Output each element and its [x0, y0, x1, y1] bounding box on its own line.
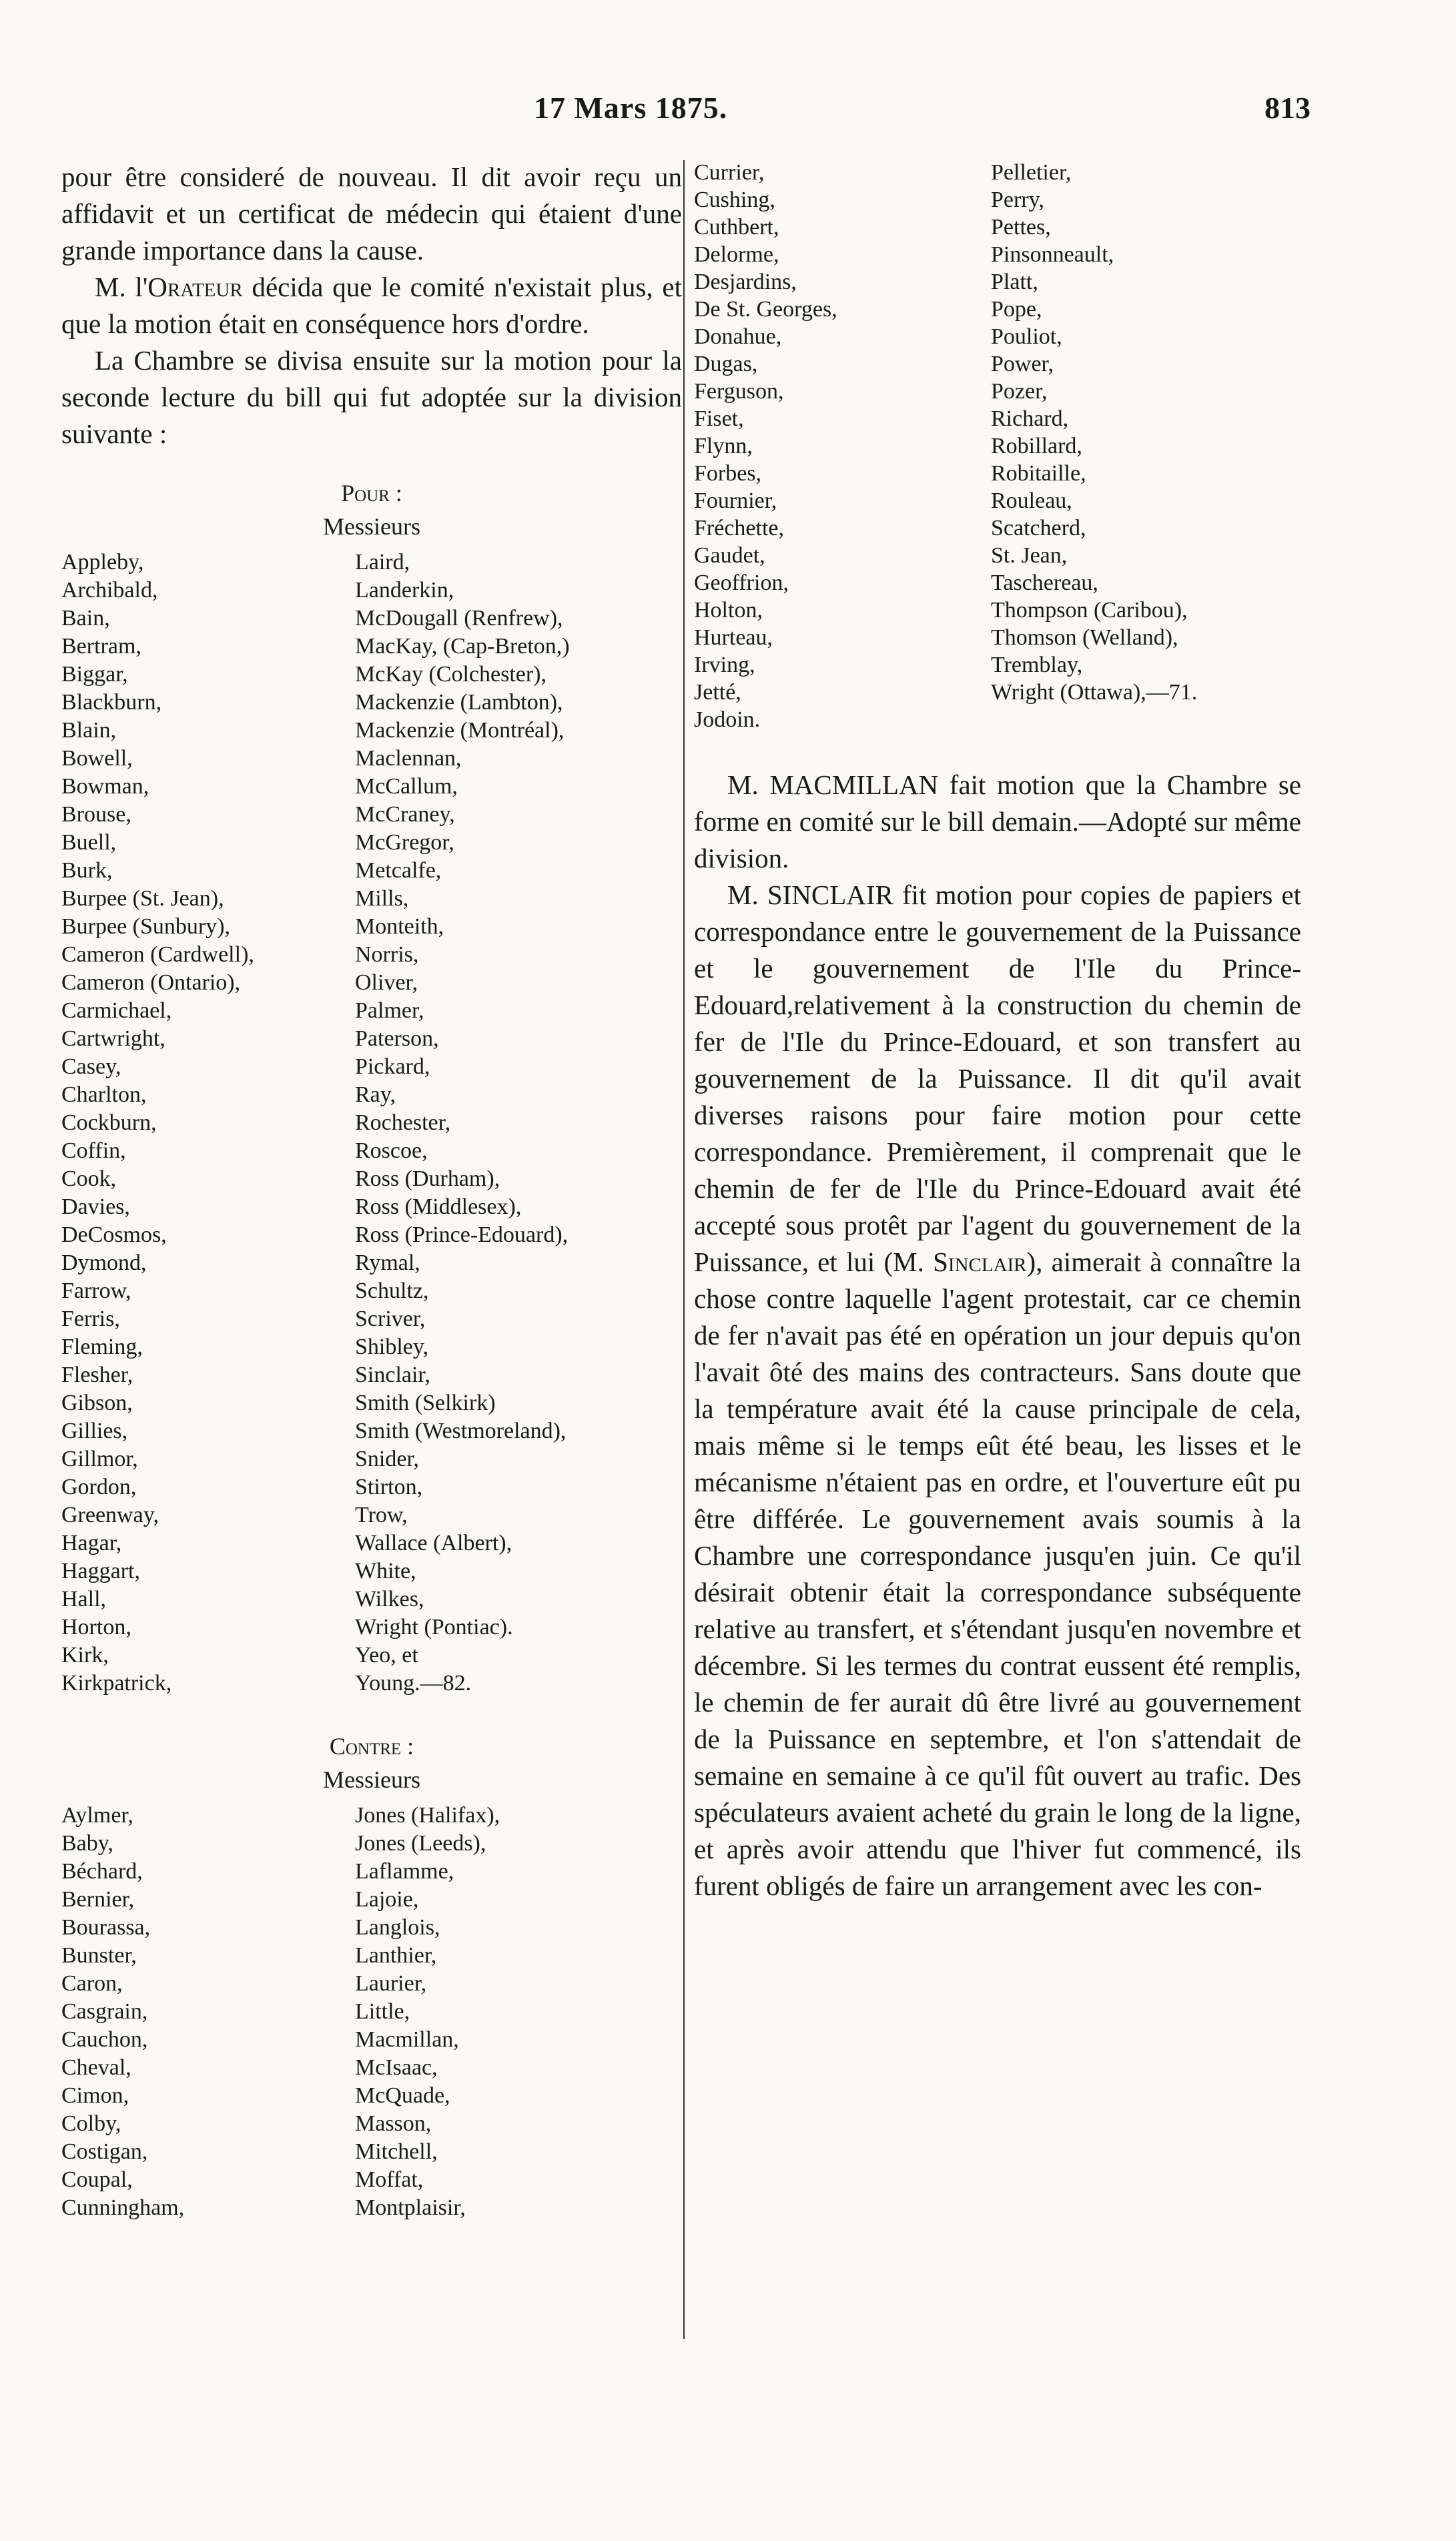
member-name: Lajoie, — [355, 1887, 419, 1912]
member-name: Blackburn, — [61, 690, 162, 715]
member-name — [991, 706, 1301, 733]
member-name: Schultz, — [355, 1279, 429, 1303]
member-name: Sinclair, — [355, 1363, 430, 1387]
member-name: Lanthier, — [355, 1943, 437, 1968]
member-name: Thompson (Caribou), — [991, 598, 1188, 623]
member-name: Laurier, — [355, 1971, 427, 1996]
member-name: DeCosmos, — [61, 1222, 167, 1247]
member-name: Bowell, — [61, 746, 133, 771]
member-name: Wallace (Albert), — [355, 1531, 512, 1555]
member-name: Farrow, — [61, 1279, 131, 1303]
member-name: Paterson, — [355, 1026, 439, 1051]
member-name: Smith (Selkirk) — [355, 1391, 496, 1415]
member-name: Mitchell, — [355, 2139, 438, 2164]
member-name: Power, — [991, 352, 1054, 376]
member-name: Wilkes, — [355, 1587, 424, 1611]
member-name: Ross (Middlesex), — [355, 1194, 522, 1219]
member-name: Cuthbert, — [694, 215, 779, 240]
member-name: Jetté, — [694, 680, 741, 705]
member-name: Maclennan, — [355, 746, 462, 771]
member-name: Ray, — [355, 1082, 396, 1107]
member-name: Landerkin, — [355, 578, 454, 603]
member-name: Laird, — [355, 550, 410, 575]
member-name: Little, — [355, 1999, 410, 2024]
member-name: Masson, — [355, 2111, 432, 2136]
member-name: Baby, — [61, 1831, 114, 1856]
member-name: Biggar, — [61, 662, 128, 687]
member-name: Cimon, — [61, 2083, 129, 2108]
member-name: Gordon, — [61, 1475, 137, 1499]
member-name: De St. Georges, — [694, 297, 837, 322]
member-name: Fiset, — [694, 406, 744, 431]
member-name: Ross (Prince-Edouard), — [355, 1222, 569, 1247]
member-name: Moffat, — [355, 2167, 424, 2192]
member-name: Jodoin. — [694, 707, 761, 732]
member-name: Coupal, — [61, 2167, 133, 2192]
member-name: Brouse, — [61, 802, 131, 827]
paragraph-affidavit: pour être consideré de nouveau. Il dit avoir reçu un affidavit et un certificat de médecin qui étaient d'une grande importance dans la cause. — [61, 161, 682, 266]
member-name: Jones (Leeds), — [355, 1831, 486, 1856]
member-name: Montplaisir, — [355, 2195, 466, 2220]
member-name: Monteith, — [355, 914, 444, 939]
member-name: Delorme, — [694, 242, 779, 267]
member-name: Rouleau, — [991, 488, 1072, 513]
paragraph-division: La Chambre se divisa ensuite sur la motion pour la seconde lecture du bill qui fut adoptée sur la division suivante : — [61, 345, 682, 449]
member-name: Snider, — [355, 1447, 419, 1471]
member-name: Béchard, — [61, 1859, 143, 1884]
member-name: Thomson (Welland), — [991, 625, 1178, 650]
member-name: McKay (Colchester), — [355, 662, 547, 687]
member-name: Ross (Durham), — [355, 1166, 500, 1191]
member-name: McDougall (Renfrew), — [355, 606, 563, 631]
member-name: Laflamme, — [355, 1859, 454, 1884]
member-name: Platt, — [991, 270, 1038, 294]
member-name: Mackenzie (Montréal), — [355, 718, 565, 743]
member-name: Archibald, — [61, 578, 158, 603]
pour-subheading: Messieurs — [323, 513, 420, 540]
member-name: Fleming, — [61, 1335, 143, 1359]
member-name: Donahue, — [694, 324, 782, 349]
member-name: Palmer, — [355, 998, 424, 1023]
member-name: Casgrain, — [61, 1999, 148, 2024]
member-name: Young.—82. — [355, 1671, 472, 1696]
member-name: Kirk, — [61, 1643, 109, 1668]
member-name: Colby, — [61, 2111, 121, 2136]
member-name: Tremblay, — [991, 653, 1083, 677]
member-name: Irving, — [694, 653, 755, 677]
member-name: Taschereau, — [991, 571, 1098, 595]
member-name: Fréchette, — [694, 516, 784, 540]
paragraph-sinclair — [694, 877, 1301, 1904]
member-name: Yeo, et — [355, 1643, 418, 1668]
member-name: Flesher, — [61, 1363, 133, 1387]
contre-heading: Contre : — [329, 1733, 414, 1760]
member-name: McGregor, — [355, 830, 454, 855]
member-name: Gibson, — [61, 1391, 133, 1415]
member-name: Bain, — [61, 606, 110, 631]
pour-names-list — [61, 549, 682, 1698]
para2-b: ), aimerait à connaître la chose contre laquelle l'agent protestait, car ce chemin de fer n'avait pas été en opération un jour depuis qu'on l'avait ôté des mains des contracteurs. Sans doute que la température avait été la cause principale de cela, mais même si le temps eût été beau, les lisses et le mécanisme n'étaient pas en ordre, et l'ouverture eût pu être différée. Le gouvernement avais soumis à la Chambre une correspondance jusqu'en juin. Ce qu'il désirait obtenir était la correspondance subséquente relative au transfert, et s'étendant jusqu'en novembre et décembre. Si les termes du contrat eussent été remplis, le chemin de fer aurait dû être livré au gouvernement de la Puissance en septembre, et l'on s'attendait de semaine en semaine à ce qu'il fût ouvert au trafic. Des spéculateurs avaient acheté du grain le long de la ligne, et après avoir attendu que l'hiver fut commencé, ils furent obligés de faire un arrangement avec les con- — [694, 1246, 1301, 1901]
member-name: Bourassa, — [61, 1915, 151, 1940]
member-name: Langlois, — [355, 1915, 440, 1940]
member-name: Stirton, — [355, 1475, 423, 1499]
member-name: Cockburn, — [61, 1110, 157, 1135]
member-name: Costigan, — [61, 2139, 148, 2164]
member-name: Robillard, — [991, 434, 1082, 458]
member-name: Perry, — [991, 188, 1044, 212]
contre-names-list-right — [694, 159, 1301, 733]
member-name: Bertram, — [61, 634, 141, 659]
member-name: Flynn, — [694, 434, 753, 458]
member-name: Cheval, — [61, 2055, 131, 2080]
member-name: Pozer, — [991, 379, 1048, 404]
member-name: Kirkpatrick, — [61, 1671, 172, 1696]
member-name: Gillies, — [61, 1419, 128, 1443]
member-name: Buell, — [61, 830, 117, 855]
member-name: Rymal, — [355, 1250, 420, 1275]
member-name: Forbes, — [694, 461, 762, 486]
member-name: MacKay, (Cap-Breton,) — [355, 634, 570, 659]
member-name: Metcalfe, — [355, 858, 442, 883]
member-name: Wright (Pontiac). — [355, 1615, 513, 1640]
left-column — [61, 159, 682, 2222]
member-name: Shibley, — [355, 1335, 429, 1359]
member-name: Smith (Westmoreland), — [355, 1419, 567, 1443]
paragraph-macmillan: M. MACMILLAN fait motion que la Chambre se forme en comité sur le bill demain.—Adopté sur même division. — [694, 769, 1301, 873]
pour-heading: Pour : — [341, 480, 402, 506]
member-name: Pinsonneault, — [991, 242, 1114, 267]
member-name: Oliver, — [355, 970, 418, 995]
member-name: McCraney, — [355, 802, 455, 827]
member-name: Pelletier, — [991, 160, 1072, 185]
member-name: Greenway, — [61, 1503, 159, 1527]
member-name: Carmichael, — [61, 998, 172, 1023]
column-divider — [683, 160, 685, 2339]
member-name: Bernier, — [61, 1887, 135, 1912]
member-name: Jones (Halifax), — [355, 1803, 500, 1828]
member-name: Mills, — [355, 886, 409, 911]
member-name: Richard, — [991, 406, 1069, 431]
member-name: Pickard, — [355, 1054, 430, 1079]
page-date-title: 17 Mars 1875. — [534, 91, 728, 125]
member-name: Charlton, — [61, 1082, 147, 1107]
member-name: Burpee (St. Jean), — [61, 886, 224, 911]
member-name: Cartwright, — [61, 1026, 165, 1051]
member-name: McIsaac, — [355, 2055, 438, 2080]
sinclair-name: Sinclair — [933, 1246, 1027, 1277]
member-name: Ferguson, — [694, 379, 784, 404]
member-name: Ferris, — [61, 1307, 120, 1331]
member-name: McQuade, — [355, 2083, 450, 2108]
member-name: White, — [355, 1559, 416, 1583]
member-name: St. Jean, — [991, 543, 1068, 568]
member-name: Roscoe, — [355, 1138, 428, 1163]
contre-names-list-left — [61, 1802, 682, 2222]
member-name: Desjardins, — [694, 270, 797, 294]
member-name: Geoffrion, — [694, 571, 789, 595]
member-name: Blain, — [61, 718, 117, 743]
speaker-name: Orateur — [147, 272, 243, 302]
member-name: Burpee (Sunbury), — [61, 914, 231, 939]
member-name: Dugas, — [694, 352, 758, 376]
member-name: Bowman, — [61, 774, 149, 799]
member-name: Caron, — [61, 1971, 123, 1996]
member-name: Wright (Ottawa),—71. — [991, 680, 1198, 705]
member-name: Cushing, — [694, 188, 775, 212]
member-name: Casey, — [61, 1054, 121, 1079]
member-name: Robitaille, — [991, 461, 1086, 486]
para2-rest: décida que le comité n'existait plus, et que la motion était en conséquence hors d'ordre. — [61, 272, 683, 339]
member-name: Gaudet, — [694, 543, 765, 568]
member-name: Fournier, — [694, 488, 777, 513]
member-name: Norris, — [355, 942, 419, 967]
member-name: Holton, — [694, 598, 763, 623]
member-name: Macmillan, — [355, 2027, 459, 2052]
member-name: Appleby, — [61, 550, 144, 575]
member-name: Cameron (Ontario), — [61, 970, 241, 995]
member-name: Burk, — [61, 858, 113, 883]
member-name: Scriver, — [355, 1307, 426, 1331]
member-name: McCallum, — [355, 774, 458, 799]
member-name: Hurteau, — [694, 625, 773, 650]
member-name: Cauchon, — [61, 2027, 148, 2052]
member-name: Trow, — [355, 1503, 408, 1527]
member-name: Bunster, — [61, 1943, 137, 1968]
member-name: Currier, — [694, 160, 765, 185]
page-header — [0, 90, 1456, 130]
member-name: Hall, — [61, 1587, 107, 1611]
member-name: Coffin, — [61, 1138, 126, 1163]
member-name: Cunningham, — [61, 2195, 185, 2220]
member-name: Pettes, — [991, 215, 1051, 240]
member-name: Hagar, — [61, 1531, 122, 1555]
page-number: 813 — [1264, 91, 1311, 125]
member-name: Cameron (Cardwell), — [61, 942, 254, 967]
member-name: Cook, — [61, 1166, 117, 1191]
member-name: Pouliot, — [991, 324, 1062, 349]
member-name: Mackenzie (Lambton), — [355, 690, 563, 715]
paragraph-orateur — [61, 269, 682, 342]
member-name: Pope, — [991, 297, 1042, 322]
member-name: Davies, — [61, 1194, 130, 1219]
para2-prefix: M. l' — [95, 272, 148, 302]
member-name: Haggart, — [61, 1559, 141, 1583]
member-name: Aylmer, — [61, 1803, 133, 1828]
member-name: Scatcherd, — [991, 516, 1086, 540]
contre-subheading: Messieurs — [323, 1766, 420, 1793]
para2-a: M. SINCLAIR fit motion pour copies de papiers et correspondance entre le gouvernement de la Puissance et le gouvernement de l'Ile du Prince-Edouard,relativement à la construction du chemin de fer de l'Ile du Prince-Edouard, et son transfert au gouvernement de la Puissance. Il dit qu'il avait diverses raisons pour faire motion pour cette correspondance. Premièrement, il comprenait que le chemin de fer de l'Ile du Prince-Edouard avait été accepté sous protêt par l'agent du gouvernement de la Puissance, et lui (M. — [694, 879, 1301, 1277]
member-name: Horton, — [61, 1615, 131, 1640]
member-name: Dymond, — [61, 1250, 147, 1275]
member-name: Rochester, — [355, 1110, 451, 1135]
member-name: Gillmor, — [61, 1447, 138, 1471]
right-column — [694, 159, 1301, 1904]
